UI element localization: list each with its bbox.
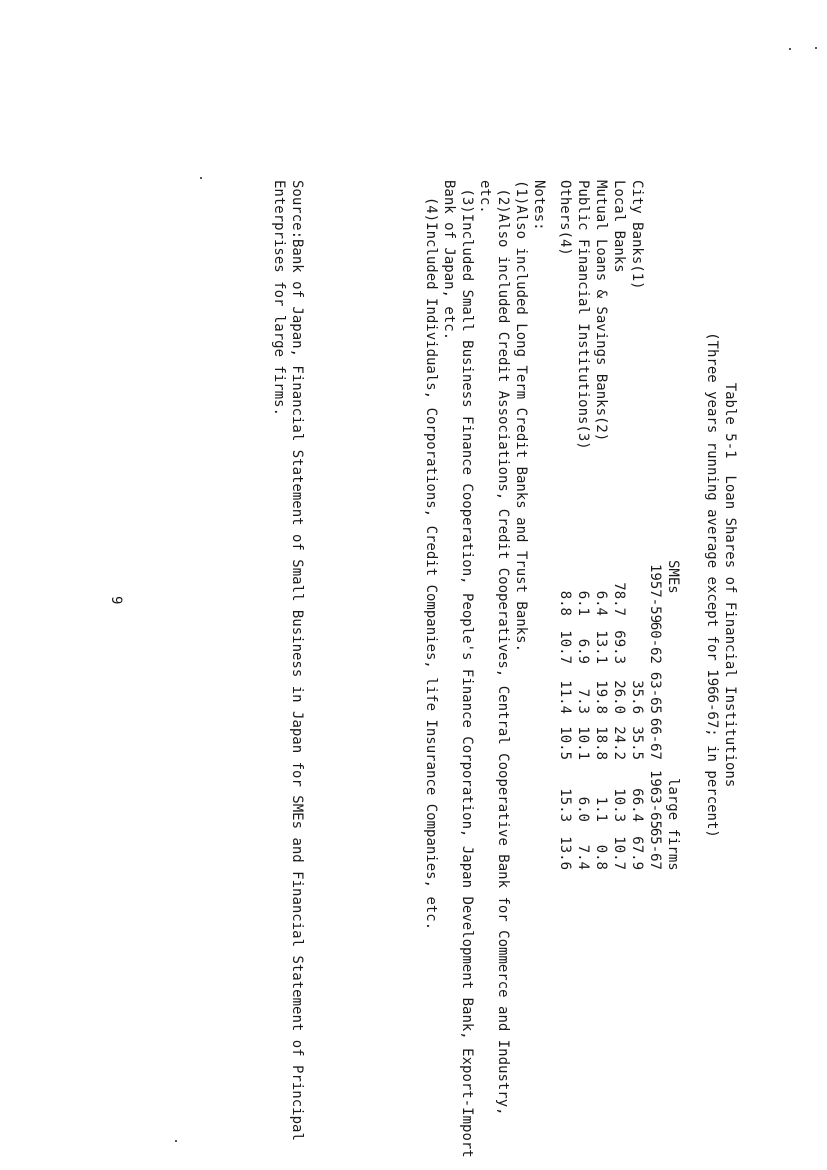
scan-speck [789, 48, 791, 50]
table-cell: 6.1 [575, 590, 591, 616]
table-cell: 35.5 [629, 726, 645, 760]
table-cell: 1.1 [593, 796, 609, 822]
row-label: Mutual Loans & Savings Banks(2) [593, 180, 609, 442]
table-cell: 24.2 [611, 726, 627, 760]
note-line: (4)Included Individuals, Corporations, Credit Companies, life Insurance Companies, etc. [423, 180, 439, 931]
row-label: Public Financial Institutions(3) [575, 180, 591, 450]
table-cell: 8.8 [557, 590, 573, 616]
column-header: 60-62 [647, 621, 663, 664]
table-cell: 10.7 [611, 836, 627, 870]
table-cell: 13.6 [557, 836, 573, 870]
note-line: (2)Also included Credit Associations, Credit Cooperatives, Central Cooperative Bank for Commerce and Industry, [495, 180, 511, 1116]
table-cell: 35.6 [629, 680, 645, 714]
table-cell: 10.5 [557, 726, 573, 760]
table-title: Table 5-1 Loan Shares of Financial Institutions [722, 382, 738, 788]
table-cell: 15.3 [557, 788, 573, 822]
table-cell: 0.8 [593, 844, 609, 870]
table-cell: 10.7 [557, 630, 573, 664]
table-cell: 10.1 [575, 726, 591, 760]
table-cell: 13.1 [593, 630, 609, 664]
note-line: (3)Included Small Business Finance Cooperation, People's Finance Corporation, Japan Development Bank, Export-Import [459, 180, 475, 1158]
scan-speck [200, 177, 202, 179]
table-cell: 6.0 [575, 796, 591, 822]
table-cell: 66.4 [629, 788, 645, 822]
table-cell: 19.8 [593, 680, 609, 714]
group-header-large-firms: large firms [665, 778, 681, 871]
notes-heading: Notes: [531, 180, 547, 231]
table-cell: 7.4 [575, 844, 591, 870]
scan-speck [815, 47, 817, 49]
table-cell: 6.9 [575, 638, 591, 664]
column-header: 1963-65 [647, 770, 663, 830]
table-cell: 26.0 [611, 680, 627, 714]
row-label: Others(4) [557, 180, 573, 256]
source-line-2: Enterprises for large firms. [271, 180, 287, 417]
table-cell: 10.3 [611, 788, 627, 822]
note-line: Bank of Japan, etc. [441, 180, 457, 341]
page-number: 9 [108, 596, 124, 605]
table-cell: 78.7 [611, 582, 627, 616]
row-label: Local Banks [611, 180, 627, 273]
table-cell: 6.4 [593, 590, 609, 616]
table-cell: 18.8 [593, 726, 609, 760]
table-cell: 7.3 [575, 688, 591, 714]
note-line: etc. [477, 180, 493, 214]
table-cell: 11.4 [557, 680, 573, 714]
source-line-1: Source:Bank of Japan, Financial Statement of Small Business in Japan for SMEs and Financial Statement of Principal [289, 180, 305, 1141]
column-header: 1957-59 [647, 564, 663, 624]
note-line: (1)Also included Long Term Credit Banks and Trust Banks. [513, 180, 529, 653]
column-header: 65-67 [647, 827, 663, 870]
column-header: 66-67 [647, 717, 663, 760]
table-cell: 67.9 [629, 836, 645, 870]
table-cell: 69.3 [611, 630, 627, 664]
column-header: 63-65 [647, 671, 663, 714]
scan-speck [175, 1140, 177, 1142]
group-header-smes: SMEs [665, 560, 681, 594]
row-label: City Banks(1) [629, 180, 645, 290]
table-subtitle: (Three years running average except for 1966-67; in percent) [704, 332, 720, 838]
